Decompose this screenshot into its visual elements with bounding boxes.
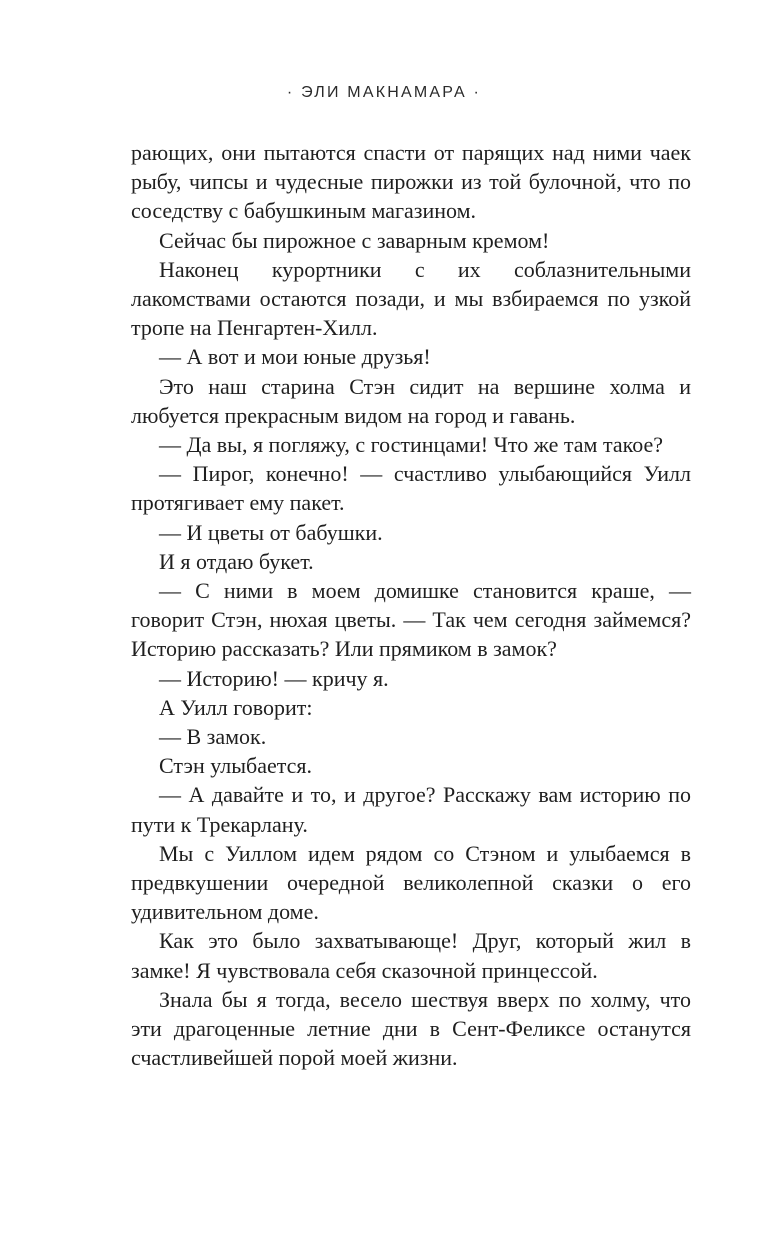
paragraph: Знала бы я тогда, весело шествуя вверх по холму, что эти драгоценные летние дни в Сент-Феликсе останутся счастливейшей порой моей жизни. (131, 986, 691, 1071)
paragraph: И я отдаю букет. (159, 548, 314, 574)
dialogue-line: — А вот и мои юные друзья! (159, 344, 431, 370)
paragraph: Наконец курортники с их соблазнительными лакомствами остаются позади, и мы взбираемся по узкой тропе на Пенгартен-Хилл. (131, 256, 691, 341)
paragraph: Как это было захватывающе! Друг, который жил в замке! Я чувствовала себя сказочной принцессой. (131, 928, 691, 983)
paragraph: А Уилл говорит: (159, 694, 313, 720)
body-text (131, 138, 691, 1073)
running-header: · ЭЛИ МАКНАМАРА · (286, 84, 482, 101)
paragraph: Сейчас бы пирожное с заварным кремом! (159, 227, 550, 253)
paragraph: рающих, они пытаются спасти от парящих над ними чаек рыбу, чипсы и чудесные пирожки из той булочной, что по соседству с бабушкиным магазином. (131, 140, 691, 224)
dialogue-line: — В замок. (159, 724, 267, 750)
dialogue-line: — А давайте и то, и другое? Расскажу вам историю по пути к Трекарлану. (131, 782, 691, 837)
dialogue-line: — И цветы от бабушки. (159, 519, 383, 545)
dialogue-line: — Да вы, я погляжу, с гостинцами! Что же там такое? (159, 432, 663, 458)
dialogue-line: — С ними в моем домишке становится краше, — говорит Стэн, нюхая цветы. — Так чем сегодня займемся? Историю рассказать? Или прямиком в замок? (131, 578, 691, 662)
paragraph: Стэн улыбается. (159, 753, 313, 779)
dialogue-line: — Историю! — кричу я. (159, 665, 389, 691)
paragraph: Это наш старина Стэн сидит на вершине холма и любуется прекрасным видом на город и гавань. (131, 373, 691, 428)
paragraph: Мы с Уиллом идем рядом со Стэном и улыбаемся в предвкушении очередной великолепной сказки о его удивительном доме. (131, 840, 691, 925)
dialogue-line: — Пирог, конечно! — счастливо улыбающийся Уилл протягивает ему пакет. (131, 461, 691, 516)
